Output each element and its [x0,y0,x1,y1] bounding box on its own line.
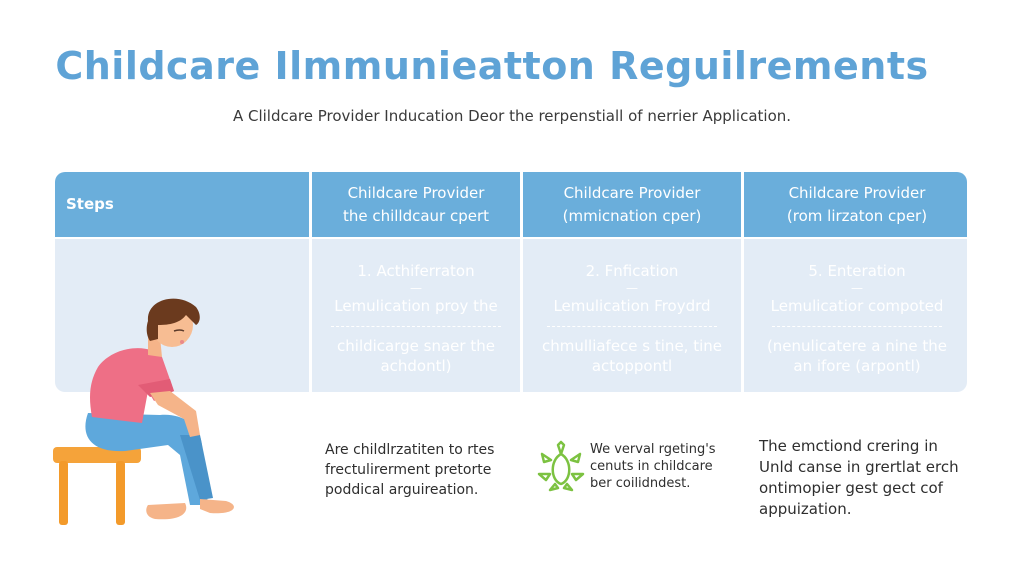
page-title: Childcare Ilmmunieatton Reguilrements [55,44,929,88]
step-line: Lemulication Froydrd [553,297,711,315]
column-header-sublabel: (rom lirzaton cper) [786,206,928,225]
step-title: 2. Fnfication [585,262,679,280]
column-header-steps [55,172,309,237]
step-description: actoppontl [591,357,673,375]
step-description: childicarge snaer the [337,337,495,355]
step-description: chmulliafece s tine, tine [541,337,722,355]
table-column-2 [523,172,741,392]
dashed-divider [331,326,501,327]
page-subtitle: A Clildcare Provider Inducation Deor the rerpenstiall of nerrier Application. [232,107,792,125]
person-on-stool-illustration [50,295,250,535]
column-header-2 [523,172,741,237]
step-line: Lemulication proy the [334,297,498,315]
table-column-1 [312,172,520,392]
table-column-3 [744,172,967,392]
step-description: an ifore (arpontl) [793,357,921,375]
table-cell [312,239,520,392]
step-description: (nenulicatere a nine the [766,337,948,355]
column-header-label: Childcare Provider [563,183,701,202]
note-text: We verval rgeting's cenuts in childcare ber coilidndest. [590,442,716,491]
note-text: Are childlrzatiten to rtes frectulirerment pretorte poddical arguireation. [325,442,495,498]
table-cell [523,239,741,392]
step-separator: — [851,281,863,295]
column-header-sublabel: (mmicnation cper) [562,206,702,225]
column-header-3 [744,172,967,237]
step-description: achdontl) [380,357,452,375]
leaf-icon [536,440,586,492]
column-header-1 [312,172,520,237]
step-separator: — [410,281,422,295]
column-header-label: Steps [66,195,114,213]
dashed-divider [772,326,942,327]
step-title: 1. Acthiferraton [357,262,475,280]
table-cell [744,239,967,392]
step-title: 5. Enteration [808,262,906,280]
note-text: The emctiond crering in Unld canse in grertlat erch ontimopier gest gect cof appuization. [759,437,959,518]
column-header-label: Childcare Provider [347,183,485,202]
step-line: Lemulicatior compoted [770,297,944,315]
column-header-sublabel: the chilldcaur cpert [342,206,490,225]
stool-icon [53,447,141,525]
column-header-label: Childcare Provider [788,183,926,202]
dashed-divider [547,326,717,327]
step-separator: — [626,281,638,295]
